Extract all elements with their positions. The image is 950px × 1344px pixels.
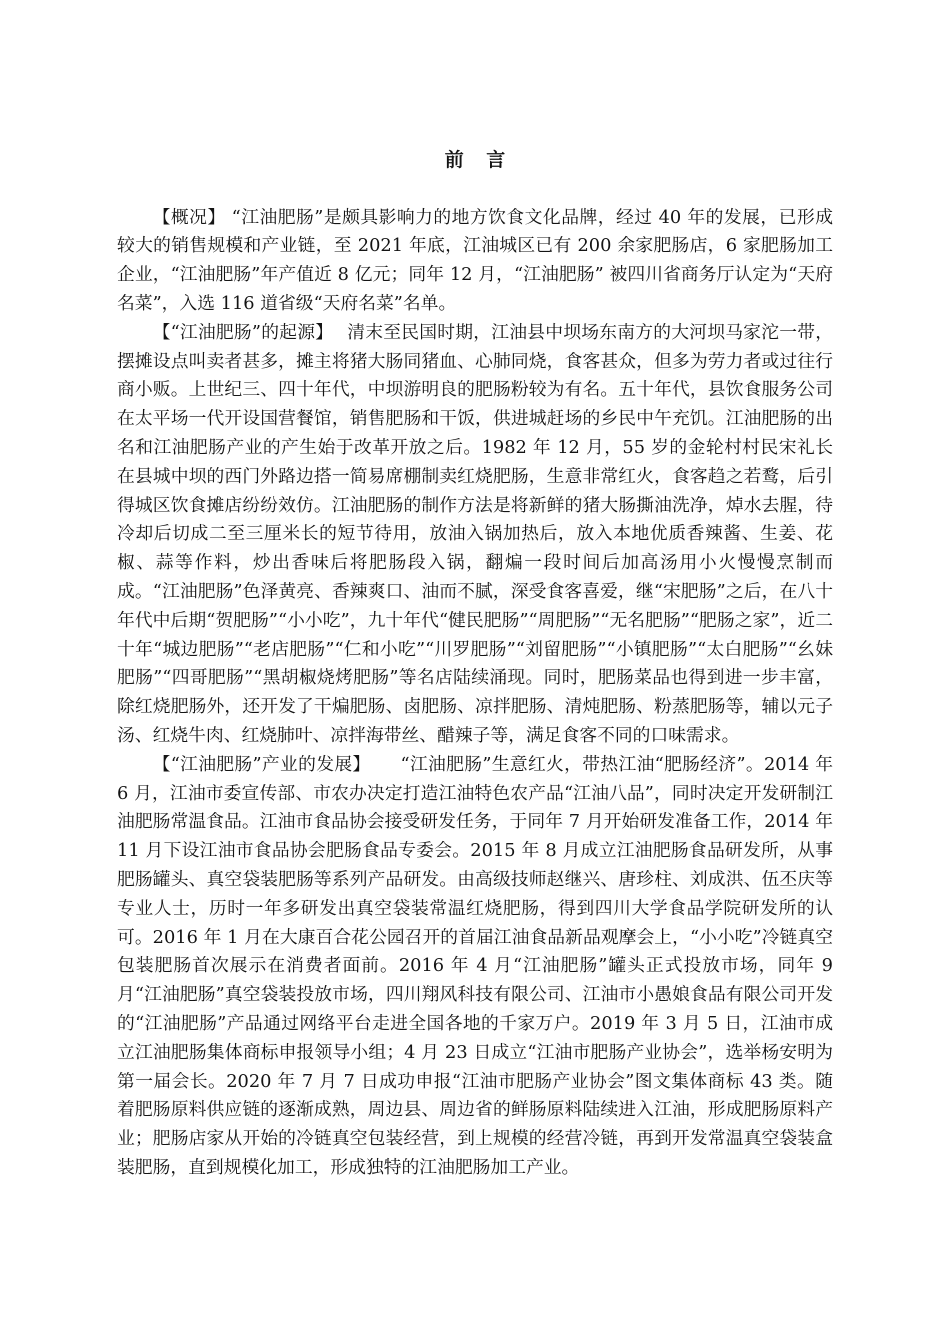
paragraph-industry-development [117, 751, 833, 1183]
paragraph-text: “江油肥肠”生意红火，带热江油“肥肠经济”。2014 年 6 月，江油市委宣传部、市农办决定打造江油特色农产品“江油八品”，同时决定开发研制江油肥肠常温食品。江油市食品协会接受研发任务，于同年 7 月开始研发准备工作，2014 年 11 月下设江油市食品协会肥肠食品专委会。2015 年 8 月成立江油肥肠食品研发所，从事肥肠罐头、真空袋装肥肠等系列产品研发。由高级技师赵继兴、唐珍柱、刘成洪、伍丕庆等专业人士，历时一年多研发出真空袋装常温红烧肥肠，得到四川大学食品学院研发所的认可。2016 年 1 月在大康百合花公园召开的首届江油食品新品观摩会上，“小小吃”冷链真空包装肥肠首次展示在消费者面前。2016 年 4 月“江油肥肠”罐头正式投放市场，同年 9 月“江油肥肠”真空袋装投放市场，四川翔风科技有限公司、江油市小愚娘食品有限公司开发的“江油肥肠”产品通过网络平台走进全国各地的千家万户。2019 年 3 月 5 日，江油市成立江油肥肠集体商标申报领导小组；4 月 23 日成立“江油市肥肠产业协会”，选举杨安明为第一届会长。2020 年 7 月 7 日成功申报“江油市肥肠产业协会”图文集体商标 43 类。随着肥肠原料供应链的逐渐成熟，周边县、周边省的鲜肠原料陆续进入江油，形成肥肠原料产业；肥肠店家从开始的冷链真空包装经营，到上规模的经营冷链，再到开发常温真空袋装盒装肥肠，直到规模化加工，形成独特的江油肥肠加工产业。 [117, 753, 833, 1178]
paragraph-overview [117, 204, 833, 319]
page-title: 前 言 [444, 149, 514, 171]
page-content [117, 146, 833, 1183]
paragraph-text: 清末至民国时期，江油县中坝场东南方的大河坝马家沱一带，摆摊设点叫卖者甚多，摊主将猪大肠同猪血、心肺同烧，食客甚众，但多为劳力者或过往行商小贩。上世纪三、四十年代，中坝游明良的肥肠粉较为有名。五十年代，县饮食服务公司在太平场一代开设国营餐馆，销售肥肠和干饭，供进城赶场的乡民中午充饥。江油肥肠的出名和江油肥肠产业的产生始于改革开放之后。1982 年 12 月，55 岁的金轮村村民宋礼长在县城中坝的西门外路边搭一简易席棚制卖红烧肥肠，生意非常红火，食客趋之若鹜，后引得城区饮食摊店纷纷效仿。江油肥肠的制作方法是将新鲜的猪大肠撕油洗净，焯水去腥，待冷却后切成二至三厘米长的短节待用，放油入锅加热后，放入本地优质香辣酱、生姜、花椒、蒜等作料，炒出香味后将肥肠段入锅，翻煸一段时间后加高汤用小火慢慢烹制而成。“江油肥肠”色泽黄亮、香辣爽口、油而不腻，深受食客喜爱，继“宋肥肠”之后，在八十年代中后期“贺肥肠”“小小吃”，九十年代“健民肥肠”“周肥肠”“无名肥肠”“肥肠之家”，近二十年“城边肥肠”“老店肥肠”“仁和小吃”“川罗肥肠”“刘留肥肠”“小镇肥肠”“太白肥肠”“幺妹肥肠”“四哥肥肠”“黑胡椒烧烤肥肠”等名店陆续涌现。同时，肥肠菜品也得到进一步丰富，除红烧肥肠外，还开发了干煸肥肠、卤肥肠、凉拌肥肠、清炖肥肠、粉蒸肥肠等，辅以元子汤、红烧牛肉、红烧肺叶、凉拌海带丝、醋辣子等，满足食客不同的口味需求。 [117, 321, 833, 746]
paragraph-label: 【“江油肥肠”的起源】 [152, 321, 334, 343]
preface-body [117, 204, 833, 1183]
paragraph-text: “江油肥肠”是颇具影响力的地方饮食文化品牌，经过 40 年的发展，已形成较大的销售规模和产业链，至 2021 年底，江油城区已有 200 余家肥肠店，6 家肥肠加工企业，“江油肥肠”年产值近 8 亿元；同年 12 月，“江油肥肠” 被四川省商务厅认定为“天府名菜”，入选 116 道省级“天府名菜”名单。 [117, 206, 833, 314]
paragraph-origin [117, 319, 833, 751]
paragraph-label: 【“江油肥肠”产业的发展】 [152, 753, 371, 775]
paragraph-label: 【概况】 [152, 206, 226, 228]
